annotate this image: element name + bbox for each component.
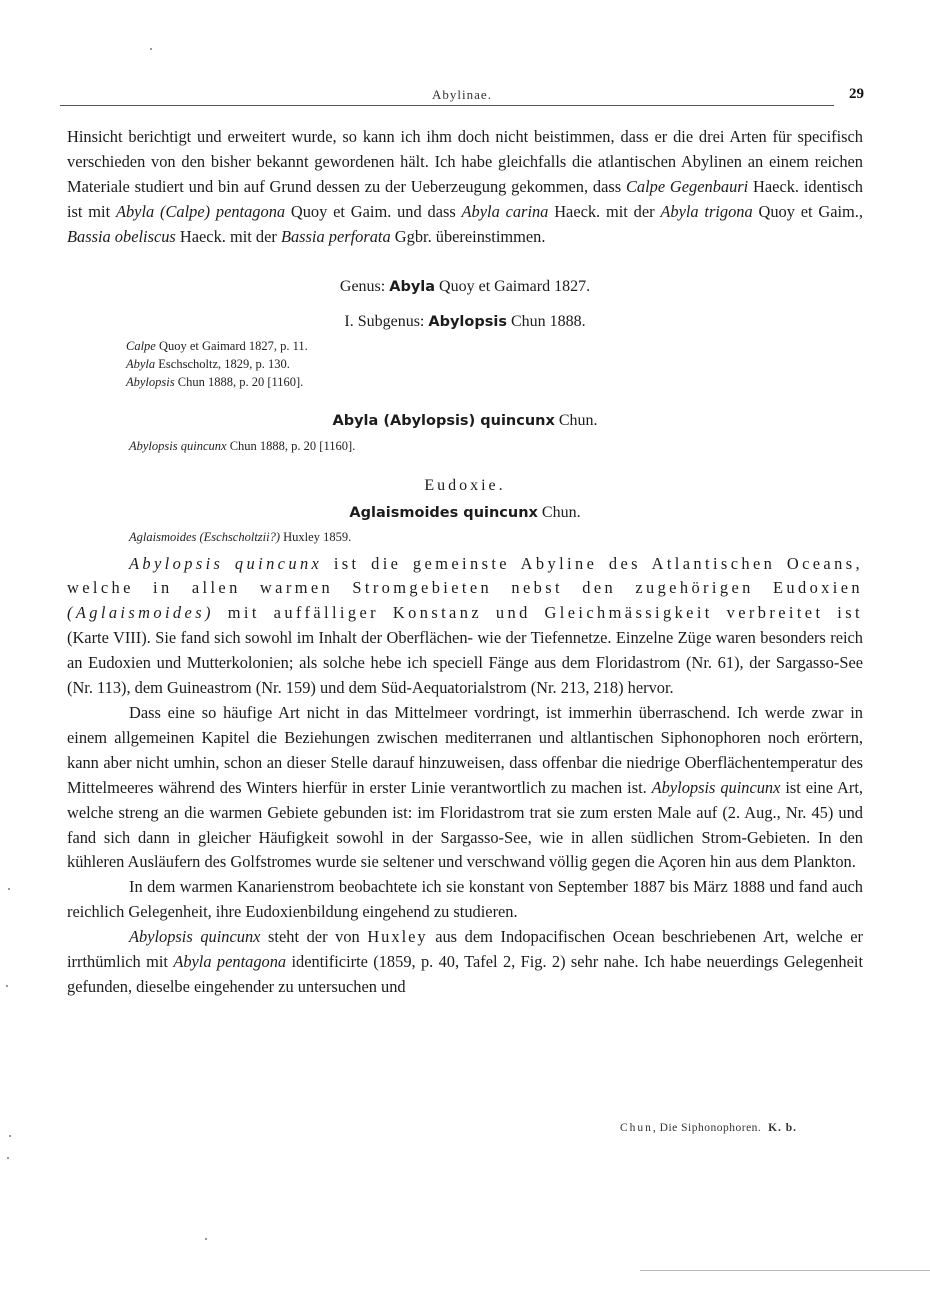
page-number: 29 (849, 86, 864, 102)
subgenus-name: Abylopsis (428, 313, 507, 330)
text-run: ist eine Art, welche streng an die warmen Gebiete gebunden ist: im Floridastrom trat sie zum ersten Male auf (2. Aug., Nr. 45) und fand sich dann in gleicher Häufigkeit sowohl in der Sargasso-See, wie in allen südlichen Strom-Gebieten. In den kühleren Ausläufern des Golfstromes wurde sie seltener und verschwand völlig gegen die Açoren hin aus dem Plankton. (67, 777, 863, 872)
running-head-title: Abylinae. (432, 87, 492, 102)
scan-speck (150, 48, 152, 50)
species-name: Abyla (Abylopsis) quincunx (332, 412, 555, 429)
synonym-line (67, 373, 863, 391)
footer-author: Chun (620, 1122, 653, 1134)
paragraph-canary-current: In dem warmen Kanarienstrom beobachtete ich sie konstant von September 1887 bis März 1888 und fand auch reichlich Gelegenheit, ihre Eudoxienbildung eingehend zu studieren. (67, 877, 863, 922)
paragraph-continuation (67, 125, 863, 250)
text-run: aus dem Indopacifischen Ocean beschriebenen Art, welche er irrthümlich mit (67, 927, 863, 972)
subgenus-heading (67, 312, 863, 332)
taxon-bassia-obeliscus: Bassia obeliscus (67, 226, 176, 246)
taxon-abyla-pentagona: Abyla pentagona (173, 952, 287, 972)
synonym-ref: Chun 1888, p. 20 [1160]. (226, 438, 356, 453)
synonym-taxon: Calpe (126, 338, 156, 353)
taxon-calpe-gegenbauri: Calpe Gegenbauri (625, 176, 749, 196)
subgenus-suffix: Chun 1888. (506, 312, 586, 330)
subgenus-prefix: I. Subgenus: (344, 312, 429, 330)
text-run: Haeck. mit der (175, 226, 281, 246)
scan-speck (205, 1238, 207, 1240)
text-run: Ggbr. übereinstimmen. (390, 226, 546, 246)
species-heading (67, 411, 863, 431)
text-run: identificirte (1859, p. 40, Tafel 2, Fig. 2) sehr nahe. Ich habe neuerdings Gelegenheit gefunden, dieselbe eingehender zu untersuchen und (67, 952, 863, 996)
paragraph-distribution (67, 552, 863, 701)
synonym-taxon: Abyla (126, 356, 156, 371)
eudoxie-species-name: Aglaismoides quincunx (349, 504, 538, 521)
eudoxie-species-suffix: Chun. (537, 503, 581, 521)
genus-prefix: Genus: (339, 277, 390, 295)
footer-mark: K. b. (768, 1122, 798, 1134)
page-body (67, 125, 863, 1000)
spaced-text: mit auffälliger Konstanz und Gleichmässigkeit verbreitet ist (213, 603, 863, 623)
synonym-ref: Eschscholtz, 1829, p. 130. (155, 356, 290, 371)
eudoxie-species-heading (67, 503, 863, 523)
eudoxie-synonym (67, 528, 863, 546)
synonym-line (67, 355, 863, 373)
taxon-abyla-trigona: Abyla trigona (660, 201, 753, 221)
text-run: (Karte VIII). Sie fand sich sowohl im Inhalt der Oberflächen- wie der Tiefennetze. Einzelne Züge waren besonders reich an Eudoxien und Mutterkolonien; als solche hebe ich speciell Fänge aus dem Floridastrom (Nr. 61), der Sargasso-See (Nr. 113), dem Guineastrom (Nr. 159) und dem Süd-Aequatorialstrom (Nr. 213, 218) hervor. (67, 628, 863, 698)
paragraph-huxley (67, 925, 863, 1000)
species-synonym (67, 437, 863, 455)
genus-heading (67, 277, 863, 297)
author-huxley: Huxley (367, 927, 428, 947)
spaced-text: ist die gemeinste Abyline des Atlantischen Oceans, welche in allen warmen Stromgebieten nebst den zugehörigen Eudoxien (67, 553, 863, 598)
synonym-ref: Chun 1888, p. 20 [1160]. (174, 374, 304, 389)
scan-speck (7, 1157, 9, 1159)
taxon-abyla-calpe-pentagona: Abyla (Calpe) pentagona (115, 201, 286, 221)
text-run: Hinsicht berichtigt und erweitert wurde, so kann ich ihm doch nicht beistimmen, dass er die drei Arten für specifisch verschieden von den bisher bekannt gewordenen hält. Ich habe gleichfalls die atlantischen Abylinen an einem reichen Materiale studiert und bin auf Grund dessen zu der Ueberzeugung gekommen, dass (67, 127, 863, 196)
scan-speck (9, 1135, 11, 1137)
text-run: steht der von (260, 927, 368, 947)
text-run: Dass eine so häufige Art nicht in das Mittelmeer vordringt, ist immerhin überraschend. Ich werde zwar in einem allgemeinen Kapitel die Beziehungen zwischen mediterranen und altlantischen Siphonophoren noch erörtern, kann aber nicht umhin, schon an dieser Stelle darauf hinzuweisen, dass offenbar die niedrige Oberflächentemperatur des Mittelmeeres während des Winters hierfür in erster Linie verantwortlich zu machen ist. (67, 702, 863, 797)
footer-title: , Die Siphonophoren. (652, 1122, 762, 1134)
scan-speck (8, 888, 10, 890)
genus-name: Abyla (389, 278, 436, 295)
taxon-abyla-carina: Abyla carina (461, 201, 549, 221)
text-run: Haeck. mit der (548, 201, 661, 221)
synonym-taxon: Aglaismoides (Eschscholtzii?) (129, 529, 281, 544)
header-rule (60, 105, 834, 106)
scan-speck (6, 985, 8, 987)
synonym-taxon: Abylopsis quincunx (129, 438, 227, 453)
scan-edge (640, 1270, 930, 1271)
taxon-abylopsis-quincunx: Abylopsis quincunx (129, 927, 261, 947)
paragraph-mediterranean (67, 701, 863, 875)
taxon-abylopsis-quincunx: Abylopsis quincunx (651, 777, 781, 797)
taxon-aglaismoides: (Aglaismoides) (67, 603, 214, 623)
taxon-abylopsis-quincunx: Abylopsis quincunx (129, 553, 323, 573)
taxon-bassia-perforata: Bassia perforata (280, 226, 391, 246)
signature-line (620, 1122, 797, 1134)
synonym-line (67, 337, 863, 355)
text-run: Quoy et Gaim., (752, 201, 863, 221)
synonym-ref: Quoy et Gaimard 1827, p. 11. (155, 338, 308, 353)
genus-suffix: Quoy et Gaimard 1827. (435, 277, 591, 295)
species-suffix: Chun. (554, 411, 598, 429)
synonym-taxon: Abylopsis (126, 374, 175, 389)
synonym-ref: Huxley 1859. (280, 529, 352, 544)
running-head (60, 87, 864, 109)
text-run: Haeck. identisch ist mit (67, 176, 864, 221)
text-run: Quoy et Gaim. und dass (285, 201, 462, 221)
eudoxie-heading: Eudoxie. (424, 476, 506, 494)
